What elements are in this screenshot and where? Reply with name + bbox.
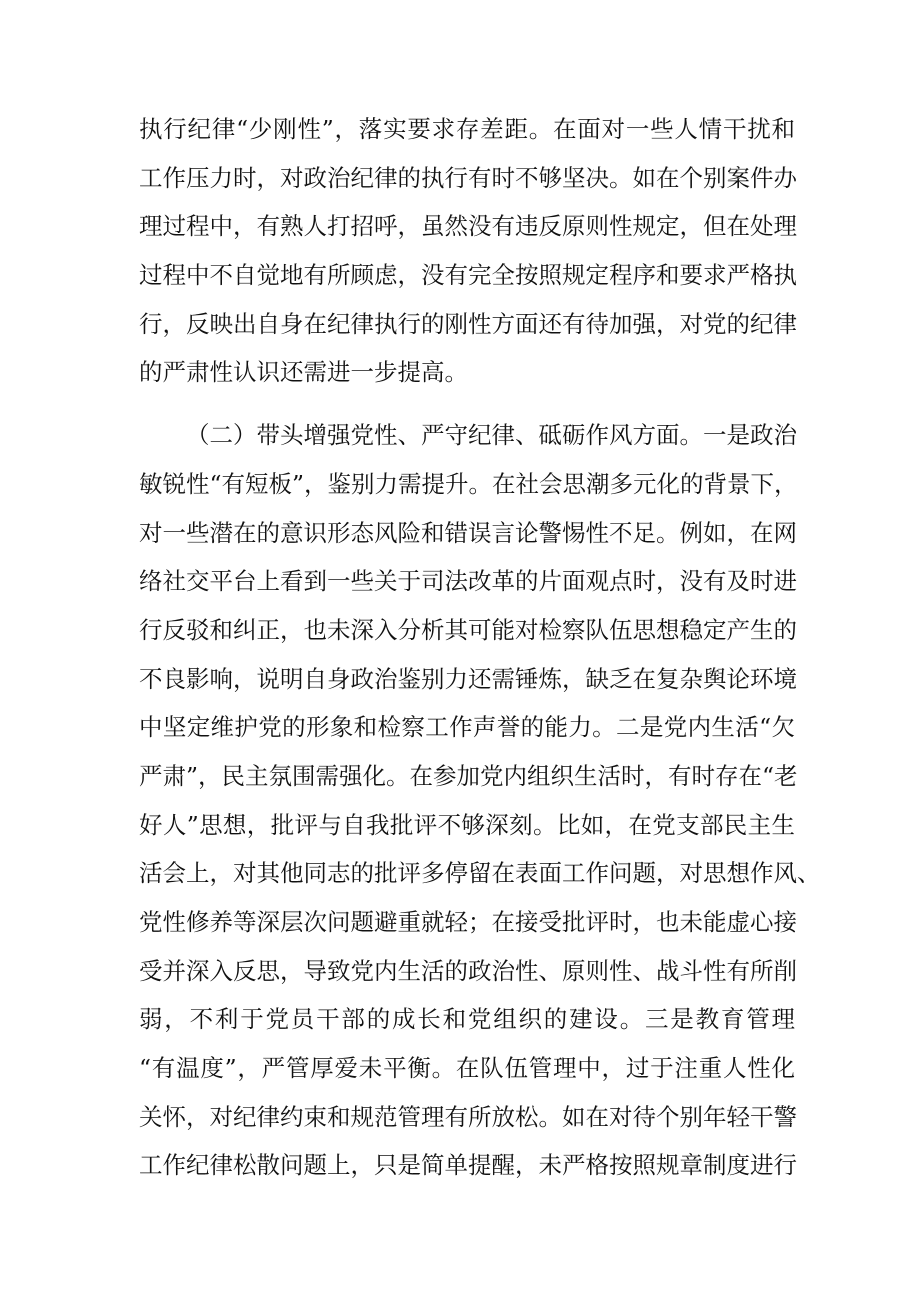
- document-body: [139, 105, 821, 1190]
- text-line: “有温度”，严管厚爱未平衡。在队伍管理中，过于注重人性化: [139, 1054, 795, 1083]
- text-line: 络社交平台上看到一些关于司法改革的片面观点时，没有及时进: [139, 567, 797, 596]
- paragraph-spacer: [139, 397, 795, 411]
- text-line: 中坚定维护党的形象和检察工作声誉的能力。二是党内生活“欠: [139, 713, 795, 742]
- text-line: 不良影响，说明自身政治鉴别力还需锤炼，缺乏在复杂舆论环境: [139, 664, 797, 693]
- text-line: 的严肃性认识还需进一步提高。: [139, 358, 468, 387]
- text-line: 关怀，对纪律约束和规范管理有所放松。如在对待个别年轻干警: [139, 1102, 797, 1131]
- text-line: 过程中不自觉地有所顾虑，没有完全按照规定程序和要求严格执: [139, 261, 797, 290]
- text-line: 执行纪律“少刚性”，落实要求存差距。在面对一些人情干扰和: [139, 115, 795, 143]
- text-line: 敏锐性“有短板”，鉴别力需提升。在社会思潮多元化的背景下，: [139, 469, 798, 498]
- section-heading-line: （二）带头增强党性、严守纪律、砥砺作风方面。一是政治: [186, 421, 797, 450]
- text-line: 弱，不利于党员干部的成长和党组织的建设。三是教育管理: [139, 1005, 795, 1034]
- text-line: 好人”思想，批评与自我批评不够深刻。比如，在党支部民主生: [139, 810, 795, 839]
- text-line: 行，反映出自身在纪律执行的刚性方面还有待加强，对党的纪律: [139, 309, 797, 338]
- text-line: 活会上，对其他同志的批评多停留在表面工作问题，对思想作风、: [139, 859, 821, 888]
- text-line: 工作压力时，对政治纪律的执行有时不够坚决。如在个别案件办: [139, 163, 797, 192]
- text-line: 工作纪律松散问题上，只是简单提醒，未严格按照规章制度进行: [139, 1151, 797, 1180]
- text-line: 行反驳和纠正，也未深入分析其可能对检察队伍思想稳定产生的: [139, 615, 797, 644]
- text-line: 对一些潜在的意识形态风险和错误言论警惕性不足。例如，在网: [139, 518, 797, 547]
- paragraph-discipline-execution: [139, 105, 795, 397]
- text-line: 理过程中，有熟人打招呼，虽然没有违反原则性规定，但在处理: [139, 212, 797, 241]
- text-line: 受并深入反思，导致党内生活的政治性、原则性、战斗性有所削: [139, 956, 797, 985]
- paragraph-party-spirit-section: [139, 411, 821, 1190]
- text-line: 严肃”，民主氛围需强化。在参加党内组织生活时，有时存在“老: [139, 761, 798, 790]
- text-line: 党性修养等深层次问题避重就轻；在接受批评时，也未能虚心接: [139, 908, 797, 936]
